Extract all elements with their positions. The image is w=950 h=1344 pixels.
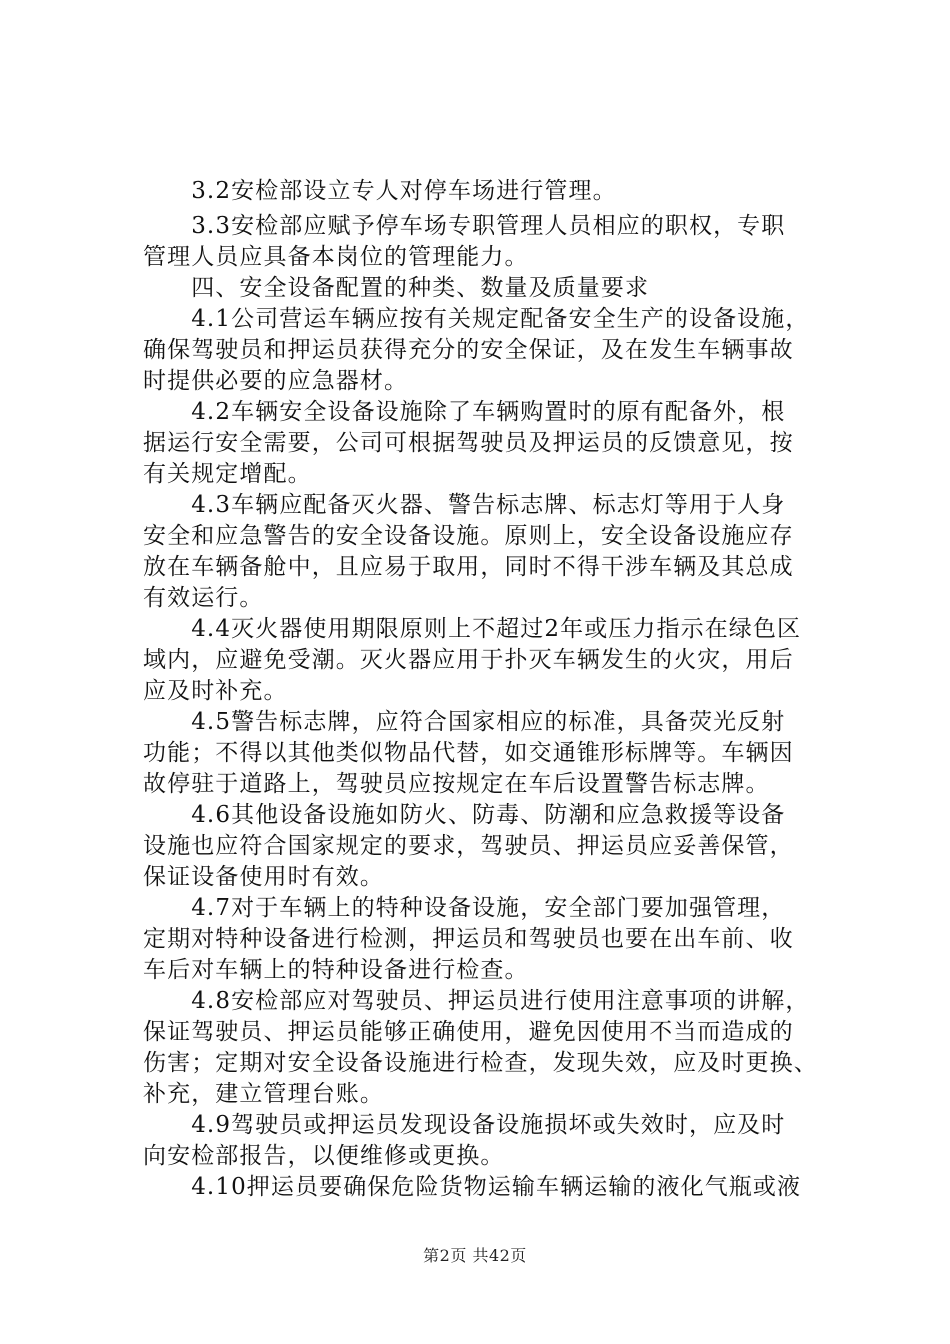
document-body (143, 176, 833, 1203)
text-line: 四、安全设备配置的种类、数量及质量要求 (143, 275, 650, 301)
text-line: 安全和应急警告的安全设备设施。原则上，安全设备设施应存 (143, 523, 794, 549)
text-line: 保证驾驶员、押运员能够正确使用，避免因使用不当而造成的 (143, 1019, 794, 1045)
text-line: 有关规定增配。 (143, 461, 312, 487)
text-line: 车后对车辆上的特种设备进行检查。 (143, 957, 529, 983)
paragraph-4-2 (143, 397, 833, 490)
text-line: 域内，应避免受潮。灭火器应用于扑灭车辆发生的火灾，用后 (143, 647, 794, 673)
text-line: 确保驾驶员和押运员获得充分的安全保证，及在发生车辆事故 (143, 337, 794, 363)
text-line: 定期对特种设备进行检测，押运员和驾驶员也要在出车前、收 (143, 926, 794, 952)
text-line: 3.2安检部设立专人对停车场进行管理。 (143, 178, 617, 204)
text-line: 应及时补充。 (143, 678, 288, 704)
text-line: 4.6其他设备设施如防火、防毒、防潮和应急救援等设备 (143, 802, 786, 828)
text-line: 4.8安检部应对驾驶员、押运员进行使用注意事项的讲解， (143, 988, 810, 1014)
text-line: 故停驻于道路上，驾驶员应按规定在车后设置警告标志牌。 (143, 771, 770, 797)
text-line: 据运行安全需要，公司可根据驾驶员及押运员的反馈意见，按 (143, 430, 794, 456)
text-line: 补充，建立管理台账。 (143, 1081, 384, 1107)
paragraph-3-2 (143, 176, 833, 207)
text-line: 放在车辆备舱中，且应易于取用，同时不得干涉车辆及其总成 (143, 554, 794, 580)
text-line: 4.2车辆安全设备设施除了车辆购置时的原有配备外，根 (143, 399, 786, 425)
page-number-label: 第2页 共42页 (423, 1246, 527, 1265)
paragraph-4-6 (143, 800, 833, 893)
section-heading-4 (143, 273, 833, 304)
text-line: 保证设备使用时有效。 (143, 864, 384, 890)
text-line: 4.3车辆应配备灭火器、警告标志牌、标志灯等用于人身 (143, 492, 786, 518)
paragraph-4-5 (143, 707, 833, 800)
paragraph-4-1 (143, 304, 833, 397)
paragraph-4-9 (143, 1110, 833, 1172)
text-line: 有效运行。 (143, 585, 264, 611)
text-line: 4.1公司营运车辆应按有关规定配备安全生产的设备设施， (143, 306, 810, 332)
paragraph-4-3 (143, 490, 833, 614)
paragraph-3-3 (143, 211, 833, 273)
text-line: 管理人员应具备本岗位的管理能力。 (143, 244, 529, 270)
text-line: 4.7对于车辆上的特种设备设施，安全部门要加强管理， (143, 895, 786, 921)
text-line: 伤害；定期对安全设备设施进行检查，发现失效，应及时更换、 (143, 1050, 818, 1076)
text-line: 向安检部报告，以便维修或更换。 (143, 1143, 505, 1169)
text-line: 4.4灭火器使用期限原则上不超过2年或压力指示在绿色区 (143, 616, 802, 642)
text-line: 设施也应符合国家规定的要求，驾驶员、押运员应妥善保管， (143, 833, 794, 859)
text-line: 4.9驾驶员或押运员发现设备设施损坏或失效时，应及时 (143, 1112, 786, 1138)
paragraph-4-4 (143, 614, 833, 707)
text-line: 3.3安检部应赋予停车场专职管理人员相应的职权，专职 (143, 213, 786, 239)
text-line: 时提供必要的应急器材。 (143, 368, 409, 394)
text-line: 4.5警告标志牌，应符合国家相应的标准，具备荧光反射 (143, 709, 786, 735)
paragraph-4-7 (143, 893, 833, 986)
text-line: 功能；不得以其他类似物品代替，如交通锥形标牌等。车辆因 (143, 740, 794, 766)
page-footer (0, 1243, 950, 1266)
paragraph-4-8 (143, 986, 833, 1110)
paragraph-4-10 (143, 1172, 833, 1203)
text-line: 4.10押运员要确保危险货物运输车辆运输的液化气瓶或液 (143, 1174, 802, 1200)
